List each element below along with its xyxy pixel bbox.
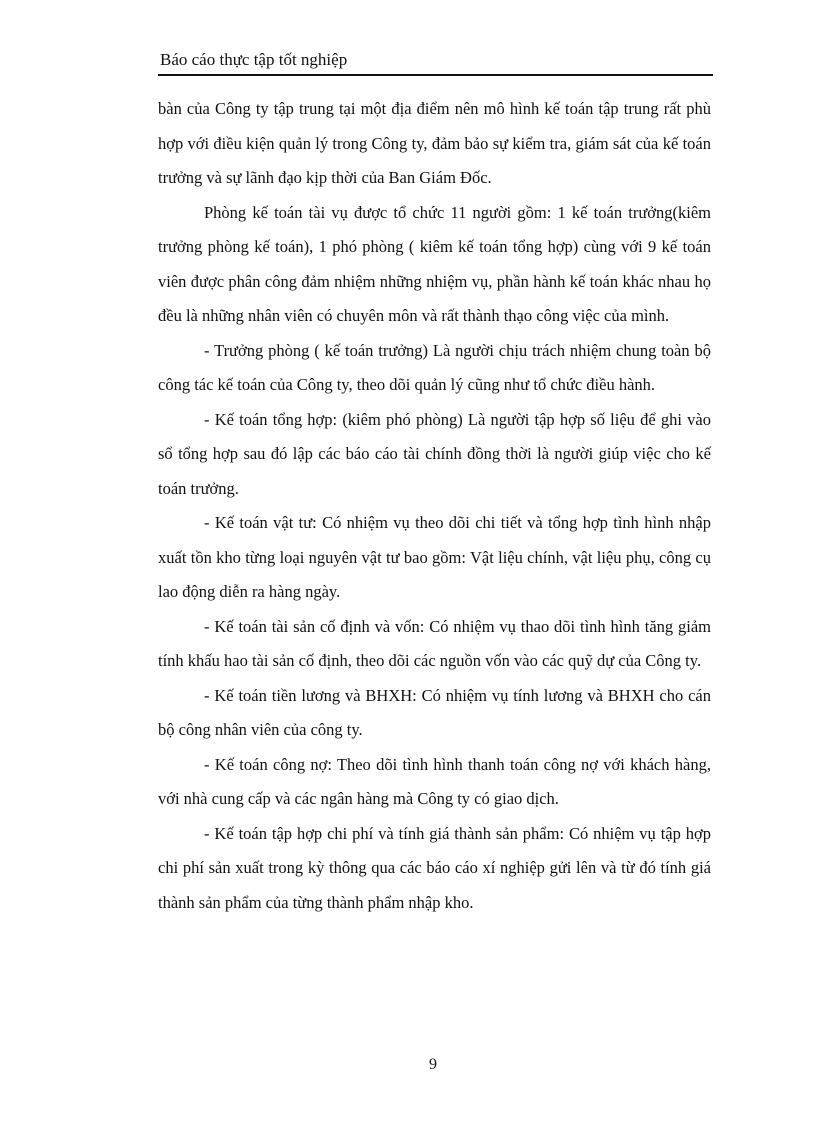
header-title: Báo cáo thực tập tốt nghiệp [160,50,348,69]
paragraph-cost-accountant: - Kế toán tập hợp chi phí và tính giá thành sản phẩm: Có nhiệm vụ tập hợp chi phí sản xuất trong kỳ thông qua các báo cáo xí nghiệp gửi lên và từ đó tính giá thành sản phẩm của từng thành phẩm nhập kho. [158,823,711,912]
document-body [158,92,711,920]
paragraph-chief-accountant: - Trưởng phòng ( kế toán trưởng) Là người chịu trách nhiệm chung toàn bộ công tác kế toán của Công ty, theo dõi quản lý cũng như tổ chức điều hành. [158,340,711,394]
paragraph-materials-accountant: - Kế toán vật tư: Có nhiệm vụ theo dõi chi tiết và tổng hợp tình hình nhập xuất tồn kho từng loại nguyên vật tư bao gồm: Vật liệu chính, vật liệu phụ, công cụ lao động diễn ra hàng ngày. [158,513,711,601]
paragraph-continuation: bàn của Công ty tập trung tại một địa điểm nên mô hình kế toán tập trung rất phù hợp với điều kiện quản lý trong Công ty, đảm bảo sự kiểm tra, giám sát của kế toán trưởng và sự lãnh đạo kịp thời của Ban Giám Đốc. [158,99,711,187]
paragraph-debt-accountant: - Kế toán công nợ: Theo dõi tình hình thanh toán công nợ với khách hàng, với nhà cung cấp và các ngân hàng mà Công ty có giao dịch. [158,754,711,808]
paragraph-general-accountant: - Kế toán tổng hợp: (kiêm phó phòng) Là người tập hợp số liệu để ghi vào sổ tổng hợp sau đó lập các báo cáo tài chính đồng thời là người giúp việc cho kế toán trưởng. [158,409,711,498]
page-number: 9 [429,1056,437,1073]
paragraph-payroll-accountant: - Kế toán tiền lương và BHXH: Có nhiệm vụ tính lương và BHXH cho cán bộ công nhân viên của công ty. [158,685,711,739]
paragraph-fixed-assets-accountant: - Kế toán tài sản cố định và vốn: Có nhiệm vụ thao dõi tình hình tăng giảm tính khấu hao tài sản cố định, theo dõi các nguồn vốn vào các quỹ dự của Công ty. [158,616,711,670]
paragraph-accounting-department: Phòng kế toán tài vụ được tổ chức 11 người gồm: 1 kế toán trưởng(kiêm trưởng phòng kế toán), 1 phó phòng ( kiêm kế toán tổng hợp) cùng với 9 kế toán viên được phân công đảm nhiệm những nhiệm vụ, phần hành kế toán khác nhau họ đều là những nhân viên có chuyên môn và rất thành thạo công việc của mình. [158,202,711,325]
page-header [158,48,713,76]
